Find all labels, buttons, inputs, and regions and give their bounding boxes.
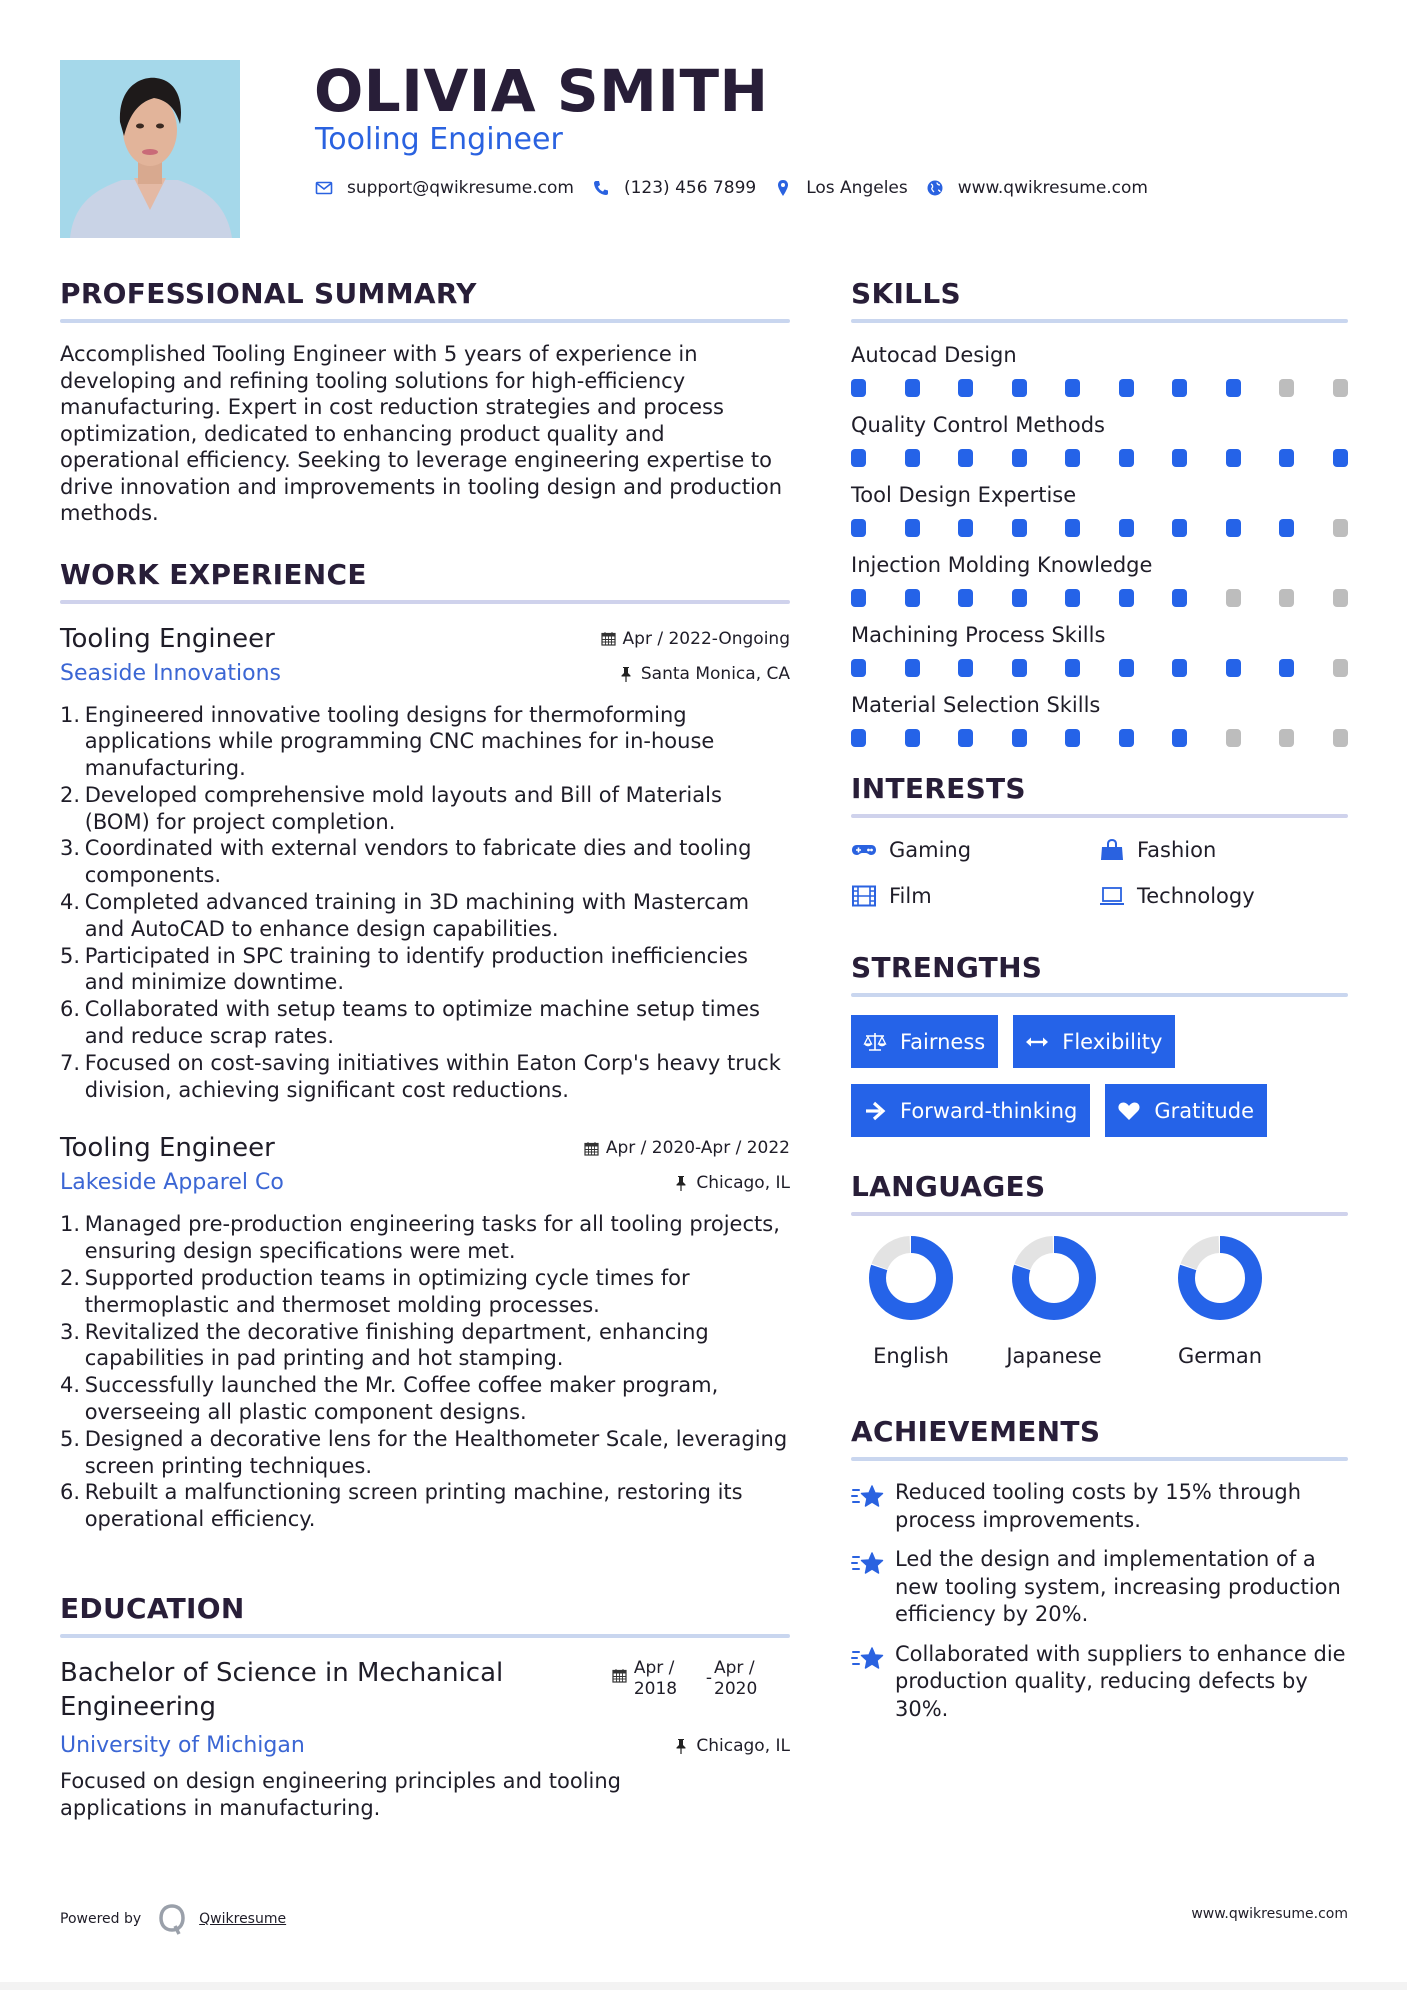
- achievement-item: [851, 1641, 1348, 1724]
- skill-item: [851, 691, 1348, 747]
- skill-rating: [851, 449, 1348, 467]
- interest-fashion: Fashion: [1099, 836, 1347, 864]
- language-list: [851, 1234, 1348, 1370]
- achievement-text: Led the design and implementation of a new tooling system, increasing production efficiency by 20%.: [895, 1547, 1341, 1626]
- section-heading: PROFESSIONAL SUMMARY: [60, 277, 477, 310]
- candidate-title: Tooling Engineer: [315, 122, 563, 157]
- strength-tag: Fairness: [851, 1015, 998, 1068]
- list-item: 1. Managed pre-production engineering tasks for all tooling projects, ensuring design specifications were met.: [60, 1212, 780, 1264]
- job-role: Tooling Engineer: [60, 623, 275, 654]
- heart-icon: [1117, 1100, 1141, 1122]
- section-divider: [851, 319, 1348, 323]
- language-name: Japanese: [1006, 1344, 1102, 1368]
- list-item: 3. Coordinated with external vendors to fabricate dies and tooling components.: [60, 836, 752, 888]
- rating-dot-filled: [1172, 449, 1187, 467]
- arrow-right-icon: [863, 1100, 887, 1122]
- school-location: Chicago, IL: [675, 1736, 790, 1756]
- rating-dot-empty: [1333, 659, 1348, 677]
- section-divider: [60, 600, 790, 604]
- rating-dot-filled: [1065, 589, 1080, 607]
- list-item: 5. Designed a decorative lens for the Healthometer Scale, leveraging screen printing techniques.: [60, 1426, 788, 1478]
- skill-name: Tool Design Expertise: [851, 483, 1077, 507]
- skill-rating: [851, 729, 1348, 747]
- footer-website[interactable]: www.qwikresume.com: [1191, 1906, 1348, 1922]
- rating-dot-filled: [1226, 519, 1241, 537]
- rating-dot-filled: [905, 519, 920, 537]
- left-column: [60, 272, 790, 1821]
- star-badge-icon: [851, 1479, 895, 1534]
- section-divider: [851, 814, 1348, 818]
- list-item: 4. Successfully launched the Mr. Coffee coffee maker program, overseeing all plastic component designs.: [60, 1373, 719, 1425]
- list-item: 3. Revitalized the decorative finishing department, enhancing capabilities in pad printing and hot stamping.: [60, 1319, 709, 1371]
- rating-dot-filled: [1119, 659, 1134, 677]
- rating-dot-filled: [1012, 729, 1027, 747]
- right-column: [851, 272, 1348, 1735]
- section-heading: LANGUAGES: [851, 1170, 1046, 1203]
- rating-dot-empty: [1279, 589, 1294, 607]
- rating-dot-filled: [1226, 379, 1241, 397]
- rating-dot-filled: [1226, 659, 1241, 677]
- degree-name: Bachelor of Science in Mechanical Engineering: [60, 1658, 504, 1723]
- rating-dot-filled: [958, 659, 973, 677]
- star-badge-icon: [851, 1641, 895, 1724]
- skill-item: [851, 411, 1348, 467]
- list-item: 2. Developed comprehensive mold layouts and Bill of Materials (BOM) for project completion.: [60, 782, 722, 834]
- rating-dot-empty: [1226, 729, 1241, 747]
- rating-dot-filled: [1172, 589, 1187, 607]
- rating-dot-filled: [1119, 449, 1134, 467]
- rating-dot-filled: [905, 729, 920, 747]
- strength-tag: Flexibility: [1013, 1015, 1175, 1068]
- contact-bar: [315, 178, 1166, 198]
- rating-dot-filled: [1279, 659, 1294, 677]
- section-divider: [60, 319, 790, 323]
- list-item: 6. Collaborated with setup teams to optimize machine setup times and reduce scrap rates.: [60, 997, 760, 1049]
- list-item: 4. Completed advanced training in 3D machining with Mastercam and AutoCAD to enhance design capabilities.: [60, 890, 750, 941]
- rating-dot-filled: [1012, 519, 1027, 537]
- skill-item: [851, 481, 1348, 537]
- language-item: [1137, 1234, 1303, 1370]
- skill-name: Material Selection Skills: [851, 693, 1101, 717]
- rating-dot-filled: [1119, 589, 1134, 607]
- interest-gaming: Gaming: [851, 836, 1099, 864]
- rating-dot-empty: [1333, 379, 1348, 397]
- skills-section: [851, 272, 1348, 747]
- job-bullets: [60, 1211, 790, 1533]
- strengths-section: [851, 946, 1348, 1137]
- star-badge-icon: [851, 1546, 895, 1629]
- section-heading: SKILLS: [851, 277, 961, 310]
- rating-dot-empty: [1333, 729, 1348, 747]
- list-item: 7. Focused on cost-saving initiatives within Eaton Corp's heavy truck division, achieving significant cost reductions.: [60, 1050, 781, 1102]
- rating-dot-empty: [1226, 589, 1241, 607]
- job-bullets: [60, 702, 790, 1104]
- page-bottom-edge: [0, 1982, 1407, 1990]
- skill-name: Quality Control Methods: [851, 413, 1105, 437]
- education-description: Focused on design engineering principles and tooling applications in manufacturing.: [60, 1769, 622, 1820]
- section-heading: WORK EXPERIENCE: [60, 557, 367, 591]
- contact-location: Los Angeles: [774, 178, 908, 198]
- section-divider: [851, 993, 1348, 997]
- rating-dot-filled: [851, 659, 866, 677]
- list-item: 6. Rebuilt a malfunctioning screen printing machine, restoring its operational efficiency.: [60, 1480, 743, 1532]
- rating-dot-filled: [1172, 519, 1187, 537]
- section-heading: INTERESTS: [851, 772, 1026, 805]
- experience-section: [60, 553, 790, 1534]
- rating-dot-filled: [1172, 379, 1187, 397]
- rating-dot-filled: [1012, 379, 1027, 397]
- gamepad-icon: [851, 839, 877, 861]
- rating-dot-filled: [905, 379, 920, 397]
- rating-dot-filled: [851, 449, 866, 467]
- rating-dot-filled: [1119, 519, 1134, 537]
- rating-dot-filled: [1279, 449, 1294, 467]
- laptop-icon: [1099, 885, 1125, 907]
- company-name: Seaside Innovations: [60, 660, 281, 686]
- achievement-list: [851, 1479, 1348, 1723]
- section-divider: [851, 1212, 1348, 1216]
- language-donut-chart: [1176, 1234, 1264, 1322]
- interests-section: [851, 767, 1348, 910]
- language-name: English: [873, 1344, 949, 1368]
- skill-name: Machining Process Skills: [851, 623, 1106, 647]
- section-heading: STRENGTHS: [851, 951, 1043, 984]
- rating-dot-filled: [1172, 659, 1187, 677]
- language-name: German: [1177, 1344, 1263, 1368]
- interest-technology: Technology: [1099, 882, 1347, 910]
- rating-dot-filled: [1065, 729, 1080, 747]
- rating-dot-filled: [905, 449, 920, 467]
- rating-dot-filled: [1012, 589, 1027, 607]
- skill-name: Autocad Design: [851, 343, 1017, 367]
- rating-dot-filled: [851, 519, 866, 537]
- strength-tag: Gratitude: [1105, 1084, 1267, 1137]
- phone-icon: [592, 179, 610, 197]
- rating-dot-filled: [1065, 659, 1080, 677]
- skill-rating: [851, 589, 1348, 607]
- rating-dot-filled: [1012, 659, 1027, 677]
- skill-rating: [851, 519, 1348, 537]
- company-name: Lakeside Apparel Co: [60, 1170, 284, 1196]
- footer-powered-by: Powered by Qwikresume: [60, 1902, 286, 1936]
- job-entry: [60, 1131, 790, 1533]
- skills-list: [851, 341, 1348, 747]
- contact-email[interactable]: support@qwikresume.com: [315, 178, 574, 198]
- rating-dot-filled: [1065, 449, 1080, 467]
- languages-section: [851, 1165, 1348, 1370]
- shopping-bag-icon: [1099, 839, 1125, 861]
- rating-dot-filled: [851, 729, 866, 747]
- job-entry: [60, 622, 790, 1104]
- rating-dot-filled: [1279, 519, 1294, 537]
- rating-dot-filled: [958, 379, 973, 397]
- rating-dot-empty: [1333, 589, 1348, 607]
- job-dates: Apr / 2022-Ongoing: [601, 622, 790, 649]
- education-section: [60, 1587, 790, 1821]
- rating-dot-filled: [1172, 729, 1187, 747]
- film-icon: [851, 885, 877, 907]
- education-dates: Apr / 2018 - Apr / 2020: [612, 1656, 764, 1700]
- rating-dot-filled: [958, 589, 973, 607]
- pushpin-icon: [620, 666, 632, 682]
- envelope-icon: [315, 179, 333, 197]
- rating-dot-filled: [1065, 519, 1080, 537]
- qwikresume-logo-icon: [157, 1902, 187, 1936]
- achievement-text: Reduced tooling costs by 15% through process improvements.: [895, 1480, 1302, 1532]
- skill-name: Injection Molding Knowledge: [851, 553, 1153, 577]
- rating-dot-filled: [905, 589, 920, 607]
- skill-item: [851, 341, 1348, 397]
- candidate-name: OLIVIA SMITH: [314, 57, 769, 125]
- list-item: 1. Engineered innovative tooling designs for thermoforming applications while programming CNC machines for in-house manufacturing.: [60, 702, 715, 781]
- rating-dot-filled: [1012, 449, 1027, 467]
- rating-dot-filled: [958, 729, 973, 747]
- skill-item: [851, 551, 1348, 607]
- skill-rating: [851, 659, 1348, 677]
- achievement-item: [851, 1546, 1348, 1629]
- job-role: Tooling Engineer: [60, 1133, 275, 1164]
- section-divider: [851, 1457, 1348, 1461]
- rating-dot-empty: [1279, 379, 1294, 397]
- list-item: 2. Supported production teams in optimizing cycle times for thermoplastic and thermoset molding processes.: [60, 1266, 690, 1317]
- map-marker-icon: [774, 179, 792, 197]
- rating-dot-filled: [1226, 449, 1241, 467]
- summary-section: [60, 272, 790, 527]
- skill-item: [851, 621, 1348, 677]
- list-item: 5. Participated in SPC training to identify production inefficiencies and minimize downtime.: [60, 943, 748, 995]
- calendar-icon: [584, 1141, 599, 1156]
- globe-icon: [926, 179, 944, 197]
- skill-rating: [851, 379, 1348, 397]
- rating-dot-empty: [1333, 519, 1348, 537]
- language-item: [971, 1234, 1137, 1370]
- achievement-text: Collaborated with suppliers to enhance die production quality, reducing defects by 30%.: [895, 1641, 1346, 1721]
- achievements-section: [851, 1410, 1348, 1723]
- rating-dot-filled: [1119, 729, 1134, 747]
- rating-dot-filled: [958, 449, 973, 467]
- arrows-horizontal-icon: [1025, 1031, 1049, 1053]
- calendar-icon: [601, 631, 616, 646]
- rating-dot-filled: [1119, 379, 1134, 397]
- language-donut-chart: [867, 1234, 955, 1322]
- job-location: Santa Monica, CA: [620, 664, 790, 684]
- job-location: Chicago, IL: [675, 1173, 790, 1193]
- rating-dot-filled: [958, 519, 973, 537]
- rating-dot-filled: [1065, 379, 1080, 397]
- rating-dot-filled: [851, 379, 866, 397]
- qwikresume-link[interactable]: Qwikresume: [199, 1911, 287, 1927]
- achievement-item: [851, 1479, 1348, 1534]
- school-name: University of Michigan: [60, 1733, 305, 1759]
- rating-dot-filled: [905, 659, 920, 677]
- calendar-icon: [612, 1668, 627, 1683]
- summary-text: Accomplished Tooling Engineer with 5 years of experience in developing and refining tooling solutions for high-efficiency manufacturing. Expert in cost reduction strategies and process optimization, dedicated to enhancing product quality and operational efficiency. Seeking to leverage engineering expertise to drive innovation and improvements in tooling design and production methods.: [60, 342, 783, 525]
- contact-phone[interactable]: (123) 456 7899: [592, 178, 756, 198]
- balance-scale-icon: [863, 1031, 887, 1053]
- section-heading: ACHIEVEMENTS: [851, 1415, 1101, 1448]
- rating-dot-empty: [1279, 729, 1294, 747]
- profile-photo: [60, 60, 240, 238]
- contact-website[interactable]: www.qwikresume.com: [926, 178, 1148, 198]
- language-item: [851, 1234, 971, 1370]
- language-donut-chart: [1010, 1234, 1098, 1322]
- section-divider: [60, 1634, 790, 1638]
- pushpin-icon: [675, 1175, 687, 1191]
- section-heading: EDUCATION: [60, 1592, 245, 1626]
- rating-dot-filled: [1333, 449, 1348, 467]
- rating-dot-filled: [851, 589, 866, 607]
- job-dates: Apr / 2020-Apr / 2022: [584, 1131, 790, 1158]
- pushpin-icon: [675, 1738, 687, 1754]
- strength-tag: Forward-thinking: [851, 1084, 1090, 1137]
- interest-film: Film: [851, 882, 1099, 910]
